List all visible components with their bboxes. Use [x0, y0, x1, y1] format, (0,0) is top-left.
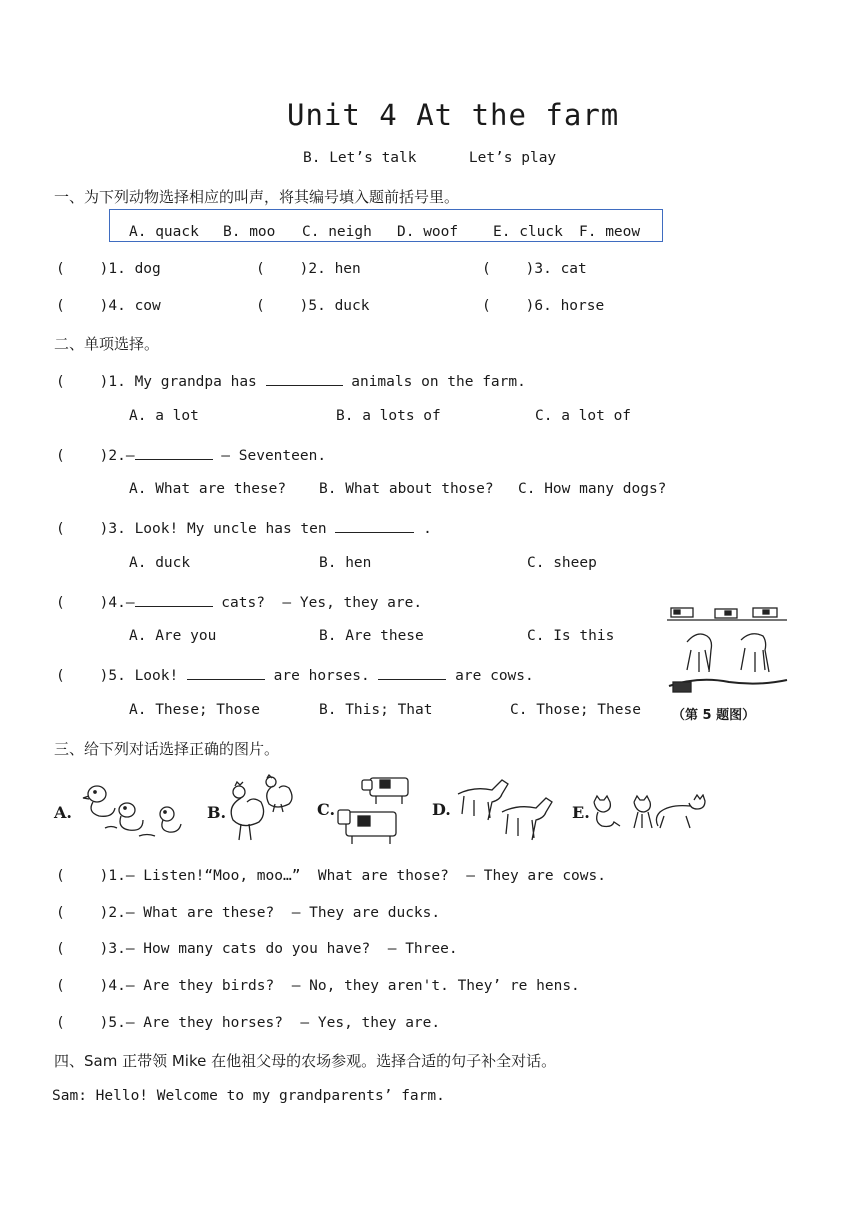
picture-label-d: D.	[432, 800, 451, 819]
sec3-item-1: ( )1.— Listen!“Moo, moo…” What are those? — They are cows.	[56, 868, 606, 884]
option-e: E. cluck	[493, 224, 563, 240]
picture-label-b: B.	[207, 803, 227, 822]
sec3-item-2: ( )2.— What are these? — They are ducks.	[56, 905, 441, 921]
q2-option-a: A. What are these?	[129, 481, 287, 497]
q4-option-a: A. Are you	[129, 628, 217, 644]
section-1-heading: 一、为下列动物选择相应的叫声，将其编号填入题前括号里。	[54, 188, 460, 206]
mc-question-4: ( )4.— cats? — Yes, they are.	[56, 592, 422, 611]
sec1-item-4: ( )4. cow	[56, 298, 161, 314]
q2-option-c: C. How many dogs?	[518, 481, 667, 497]
q3-option-c: C. sheep	[527, 555, 597, 571]
q1-option-b: B. a lots of	[336, 408, 441, 424]
section-4-heading: 四、Sam 正带领 Mike 在他祖父母的农场参观。选择合适的句子补全对话。	[54, 1052, 557, 1070]
picture-label-a: A.	[54, 803, 72, 822]
mc-question-3: ( )3. Look! My uncle has ten .	[56, 518, 432, 537]
section-2-heading: 二、单项选择。	[54, 335, 160, 353]
cats-picture	[590, 794, 714, 832]
horses-picture	[452, 774, 558, 848]
hens-picture	[223, 774, 301, 848]
q5-option-a: A. These; Those	[129, 702, 260, 718]
option-d: D. woof	[397, 224, 459, 240]
picture-label-e: E.	[572, 803, 590, 822]
q1-option-c: C. a lot of	[535, 408, 632, 424]
section-3-heading: 三、给下列对话选择正确的图片。	[54, 740, 280, 758]
mc-question-2: ( )2.— — Seventeen.	[56, 445, 326, 464]
sec1-item-2: ( )2. hen	[256, 261, 361, 277]
page-subtitle: B. Let’s talk Let’s play	[303, 150, 557, 166]
option-b: B. moo	[223, 224, 276, 240]
q3-option-b: B. hen	[319, 555, 372, 571]
option-f: F. meow	[579, 224, 641, 240]
option-a: A. quack	[129, 224, 199, 240]
cows-picture	[336, 774, 416, 846]
sec3-item-3: ( )3.— How many cats do you have? — Three.	[56, 941, 458, 957]
q4-option-b: B. Are these	[319, 628, 424, 644]
sec3-item-4: ( )4.— Are they birds? — No, they aren't. They’ re hens.	[56, 978, 580, 994]
q5-option-c: C. Those; These	[510, 702, 641, 718]
sec3-item-5: ( )5.— Are they horses? — Yes, they are.	[56, 1015, 441, 1031]
sec1-item-3: ( )3. cat	[482, 261, 587, 277]
figure-caption: （第 5 题图）	[672, 708, 756, 723]
farm-figure-illustration	[665, 602, 790, 698]
picture-label-c: C.	[317, 800, 336, 819]
dialogue-line-1: Sam: Hello! Welcome to my grandparents’ farm.	[52, 1088, 445, 1104]
mc-question-5: ( )5. Look! are horses. are cows.	[56, 665, 534, 684]
option-c: C. neigh	[302, 224, 372, 240]
q4-option-c: C. Is this	[527, 628, 615, 644]
mc-question-1: ( )1. My grandpa has animals on the farm.	[56, 371, 526, 390]
ducks-picture	[75, 778, 185, 842]
sec1-item-5: ( )5. duck	[256, 298, 370, 314]
q3-option-a: A. duck	[129, 555, 191, 571]
sec1-item-6: ( )6. horse	[482, 298, 605, 314]
q1-option-a: A. a lot	[129, 408, 199, 424]
q2-option-b: B. What about those?	[319, 481, 494, 497]
q5-option-b: B. This; That	[319, 702, 433, 718]
sec1-item-1: ( )1. dog	[56, 261, 161, 277]
page-title: Unit 4 At the farm	[287, 98, 620, 132]
